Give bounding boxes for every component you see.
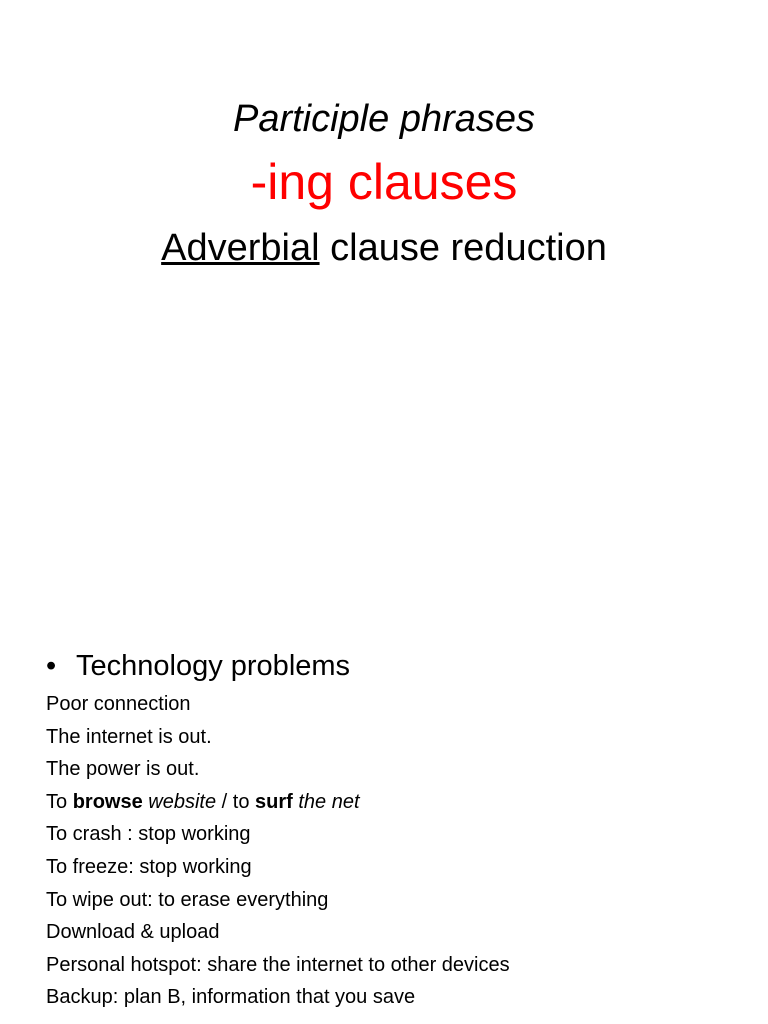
title-adverbial-clause-reduction [0, 222, 768, 274]
bullet-text: Technology problems [76, 650, 351, 682]
list-item-crash: To crash : stop working [46, 823, 251, 846]
title-clause-reduction-text: clause reduction [319, 227, 607, 269]
the-net-words: the net [298, 790, 360, 813]
list-item-download-upload: Download & upload [46, 921, 220, 944]
list-item-poor-connection: Poor connection [46, 693, 191, 715]
title-ing-clauses: -ing clauses [250, 154, 518, 210]
browse-word: browse [72, 790, 143, 813]
website-word: website [148, 790, 217, 813]
list-item-freeze: To freeze: stop working [46, 855, 252, 878]
list-item-personal-hotspot: Personal hotspot: share the internet to other devices [46, 953, 510, 976]
title-block [0, 92, 768, 274]
title-adverbial-underlined: Adverbial [161, 227, 320, 269]
vocabulary-list [46, 688, 746, 1014]
list-item-power-out: The power is out. [46, 758, 200, 781]
bullet-technology-problems [46, 644, 350, 688]
list-item-wipe-out: To wipe out: to erase everything [46, 888, 329, 911]
browse-prefix: To [46, 790, 73, 813]
surf-word: surf [255, 790, 293, 813]
bullet-icon: • [46, 650, 57, 682]
slash-to: / to [216, 790, 255, 813]
list-item-backup: Backup: plan B, information that you save [46, 986, 416, 1009]
list-item-browse-surf [46, 786, 746, 819]
list-item-internet-out: The internet is out. [46, 725, 212, 748]
title-participle-phrases: Participle phrases [232, 98, 536, 140]
